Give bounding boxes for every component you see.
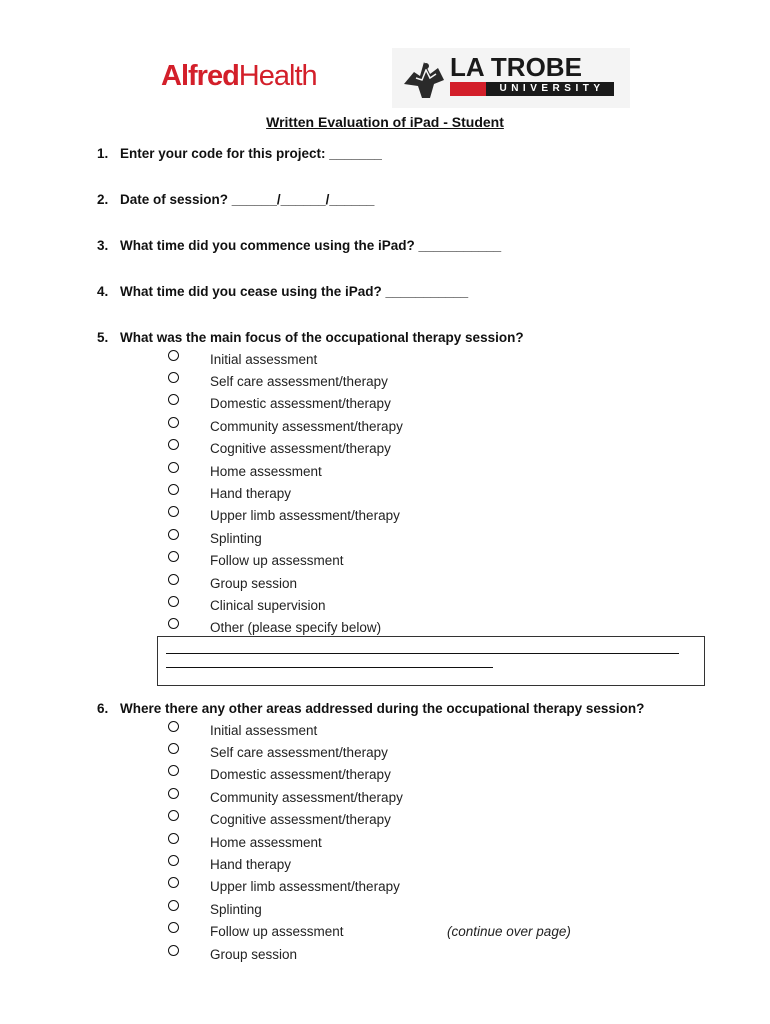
q6-option[interactable]: Home assessment <box>165 831 403 853</box>
radio-circle-icon[interactable] <box>168 945 179 956</box>
radio-circle-icon[interactable] <box>168 394 179 405</box>
radio-circle-icon[interactable] <box>168 551 179 562</box>
page-title: Written Evaluation of iPad - Student <box>266 114 504 130</box>
q6-option[interactable]: Domestic assessment/therapy <box>165 764 403 786</box>
la-trobe-logo <box>392 48 630 108</box>
question-1[interactable]: 1. Enter your code for this project: _______ <box>97 146 382 161</box>
q5-option[interactable]: Initial assessment <box>165 348 403 370</box>
q6-option[interactable]: Community assessment/therapy <box>165 786 403 808</box>
radio-circle-icon[interactable] <box>168 922 179 933</box>
radio-circle-icon[interactable] <box>168 618 179 629</box>
q6-option[interactable]: Follow up assessment <box>165 921 403 943</box>
q5-option[interactable]: Self care assessment/therapy <box>165 370 403 392</box>
radio-circle-icon[interactable] <box>168 529 179 540</box>
question-6: 6. Where there any other areas addressed during the occupational therapy session? <box>97 701 645 716</box>
radio-circle-icon[interactable] <box>168 833 179 844</box>
continue-note: (continue over page) <box>447 924 571 939</box>
q5-option[interactable]: Follow up assessment <box>165 550 403 572</box>
q5-option[interactable]: Community assessment/therapy <box>165 415 403 437</box>
question-2[interactable]: 2. Date of session? ______/______/______ <box>97 192 375 207</box>
radio-circle-icon[interactable] <box>168 484 179 495</box>
radio-circle-icon[interactable] <box>168 855 179 866</box>
q5-option[interactable]: Upper limb assessment/therapy <box>165 505 403 527</box>
la-trobe-wordmark: LA TROBE <box>450 52 582 82</box>
q6-option[interactable]: Splinting <box>165 898 403 920</box>
q5-option[interactable]: Hand therapy <box>165 482 403 504</box>
q5-option[interactable]: Domestic assessment/therapy <box>165 393 403 415</box>
q5-option[interactable]: Clinical supervision <box>165 594 403 616</box>
radio-circle-icon[interactable] <box>168 788 179 799</box>
q6-option[interactable]: Initial assessment <box>165 719 403 741</box>
university-wordmark: UNIVERSITY <box>499 83 605 94</box>
q6-options <box>165 719 403 965</box>
header-logos <box>0 48 770 108</box>
radio-circle-icon[interactable] <box>168 596 179 607</box>
other-specify-box[interactable] <box>157 636 705 686</box>
radio-circle-icon[interactable] <box>168 350 179 361</box>
question-5: 5. What was the main focus of the occupational therapy session? <box>97 330 524 345</box>
radio-circle-icon[interactable] <box>168 721 179 732</box>
q5-option[interactable]: Group session <box>165 572 403 594</box>
q6-option[interactable]: Hand therapy <box>165 853 403 875</box>
radio-circle-icon[interactable] <box>168 439 179 450</box>
radio-circle-icon[interactable] <box>168 765 179 776</box>
alfred-health-logo: AlfredHealth <box>161 60 317 92</box>
radio-circle-icon[interactable] <box>168 877 179 888</box>
q5-options <box>165 348 403 639</box>
question-4[interactable]: 4. What time did you cease using the iPad? ___________ <box>97 284 469 299</box>
radio-circle-icon[interactable] <box>168 372 179 383</box>
eagle-crest-icon <box>400 54 448 102</box>
radio-circle-icon[interactable] <box>168 743 179 754</box>
radio-circle-icon[interactable] <box>168 506 179 517</box>
radio-circle-icon[interactable] <box>168 574 179 585</box>
radio-circle-icon[interactable] <box>168 417 179 428</box>
radio-circle-icon[interactable] <box>168 462 179 473</box>
q5-option[interactable]: Home assessment <box>165 460 403 482</box>
radio-circle-icon[interactable] <box>168 900 179 911</box>
q5-option[interactable]: Splinting <box>165 527 403 549</box>
q6-option[interactable]: Group session <box>165 943 403 965</box>
radio-circle-icon[interactable] <box>168 810 179 821</box>
q6-option[interactable]: Self care assessment/therapy <box>165 741 403 763</box>
q6-option[interactable]: Cognitive assessment/therapy <box>165 809 403 831</box>
q5-option[interactable]: Other (please specify below) <box>165 617 403 639</box>
specify-line <box>166 667 493 668</box>
specify-line <box>166 653 679 654</box>
q5-option[interactable]: Cognitive assessment/therapy <box>165 438 403 460</box>
q6-option[interactable]: Upper limb assessment/therapy <box>165 876 403 898</box>
question-3[interactable]: 3. What time did you commence using the iPad? ___________ <box>97 238 502 253</box>
